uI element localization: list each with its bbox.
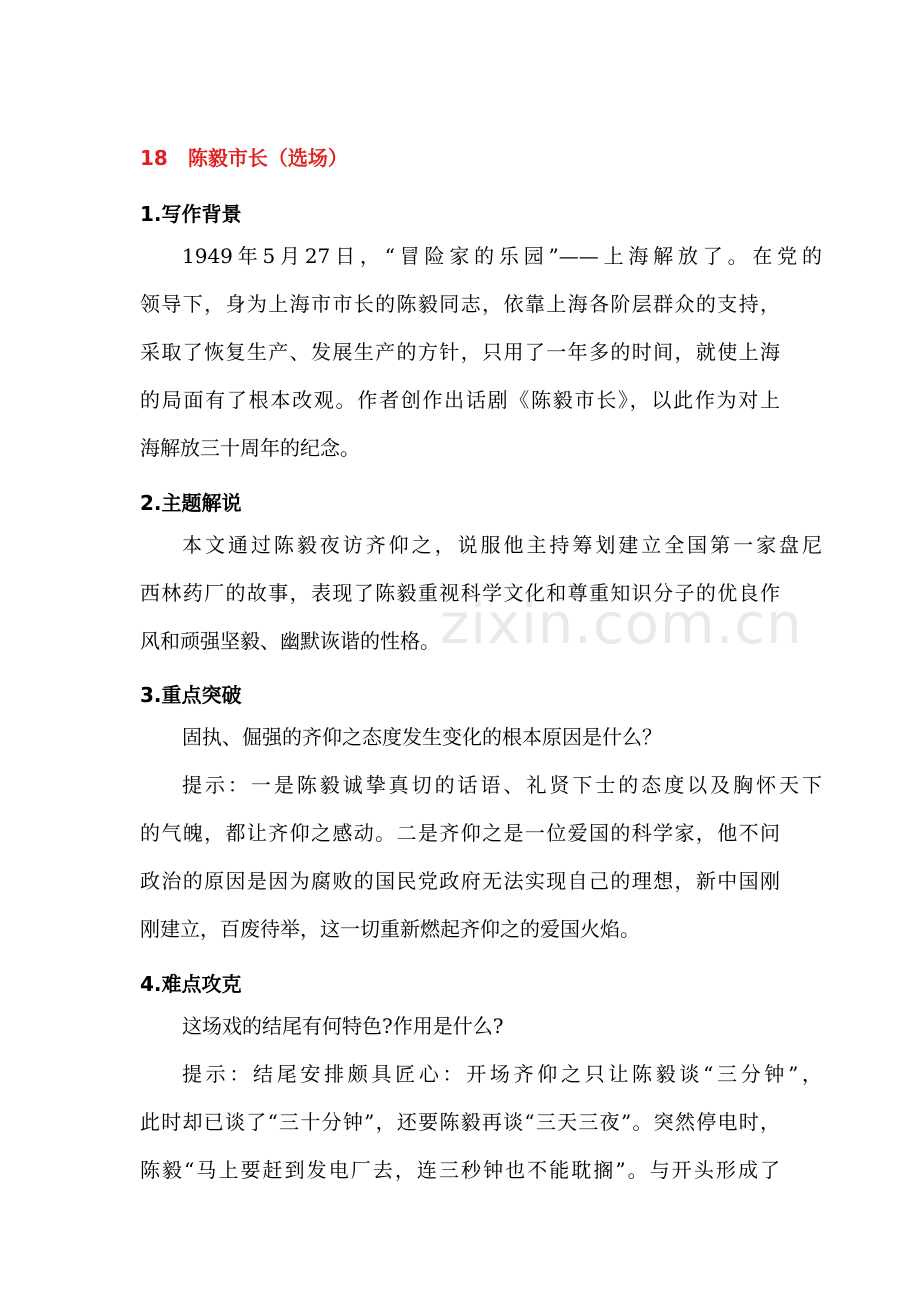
paragraph-line: 采取了恢复生产、发展生产的方针，只用了一年多的时间，就使上海 xyxy=(140,340,780,364)
paragraph-line: 政治的原因是因为腐败的国民党政府无法实现自己的理想，新中国刚 xyxy=(140,869,780,893)
paragraph-hint-cont xyxy=(140,1098,780,1194)
section-heading-difficulty: 4.难点攻克 xyxy=(140,972,242,996)
paragraph-question xyxy=(140,1002,822,1050)
page-title: 18 陈毅市长（选场） xyxy=(140,146,348,170)
paragraph-line: 本文通过陈毅夜访齐仰之，说服他主持筹划建立全国第一家盘尼 xyxy=(182,533,822,557)
section-heading-key-points: 3.重点突破 xyxy=(140,683,242,707)
paragraph-theme xyxy=(140,521,822,569)
paragraph-line: 的局面有了根本改观。作者创作出话剧《陈毅市长》，以此作为对上 xyxy=(140,388,780,412)
paragraph-line: 领导下，身为上海市市长的陈毅同志，依靠上海各阶层群众的支持， xyxy=(140,292,780,316)
paragraph-line: 西林药厂的故事，表现了陈毅重视科学文化和尊重知识分子的优良作 xyxy=(140,581,780,605)
paragraph-hint xyxy=(140,1050,822,1098)
paragraph-line: 刚建立，百废待举，这一切重新燃起齐仰之的爱国火焰。 xyxy=(140,917,640,941)
paragraph-line: 这场戏的结尾有何特色?作用是什么? xyxy=(182,1014,504,1038)
watermark: zixin.com.cn xyxy=(440,592,803,657)
paragraph-line: 海解放三十周年的纪念。 xyxy=(140,436,360,460)
paragraph-line: 提示：一是陈毅诚挚真切的话语、礼贤下士的态度以及胸怀天下 xyxy=(182,773,822,797)
paragraph-hint xyxy=(140,761,822,809)
paragraph-theme-cont xyxy=(140,569,780,665)
paragraph-line: 1949年5月27日，“冒险家的乐园”——上海解放了。在党的 xyxy=(182,244,822,268)
paragraph-line: 提示：结尾安排颇具匠心：开场齐仰之只让陈毅谈“三分钟”， xyxy=(182,1062,822,1086)
paragraph-line: 陈毅“马上要赶到发电厂去，连三秒钟也不能耽搁”。与开头形成了 xyxy=(140,1158,780,1182)
section-heading-theme: 2.主题解说 xyxy=(140,491,242,515)
paragraph-hint-cont xyxy=(140,809,780,953)
section-heading-background: 1.写作背景 xyxy=(140,202,242,226)
paragraph-line: 的气魄，都让齐仰之感动。二是齐仰之是一位爱国的科学家，他不问 xyxy=(140,821,780,845)
paragraph-line: 固执、倔强的齐仰之态度发生变化的根本原因是什么？ xyxy=(182,725,662,749)
paragraph-line: 风和顽强坚毅、幽默诙谐的性格。 xyxy=(140,629,440,653)
paragraph-question xyxy=(140,713,822,761)
paragraph-line: 此时却已谈了“三十分钟”，还要陈毅再谈“三天三夜”。突然停电时， xyxy=(140,1110,780,1134)
paragraph-background-cont xyxy=(140,280,780,472)
paragraph-background xyxy=(140,232,822,280)
